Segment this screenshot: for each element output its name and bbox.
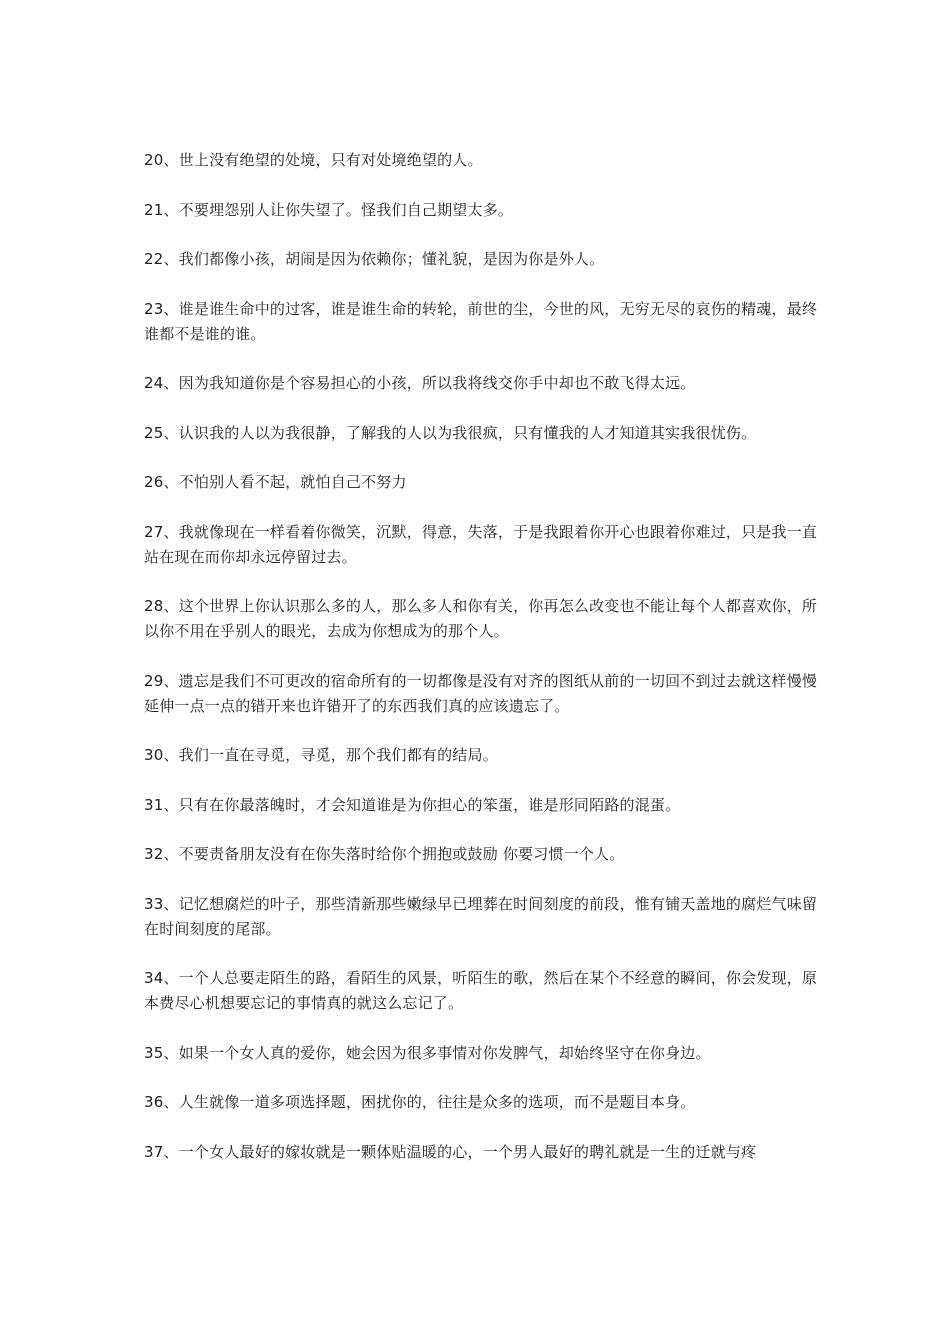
quote-item: 31、只有在你最落魄时，才会知道谁是为你担心的笨蛋，谁是形同陌路的混蛋。: [144, 795, 681, 814]
quote-item: 23、谁是谁生命中的过客，谁是谁生命的转轮，前世的尘，今世的风，无穷无尽的哀伤的精魂，最终谁都不是谁的谁。: [144, 299, 818, 343]
quote-item: 30、我们一直在寻觅，寻觅，那个我们都有的结局。: [144, 746, 498, 764]
quote-item: 24、因为我知道你是个容易担心的小孩，所以我将线交你手中却也不敢飞得太远。: [144, 374, 696, 392]
quote-item: 26、不怕别人看不起，就怕自己不努力: [144, 473, 407, 491]
quote-item: 21、不要埋怨别人让你失望了。怪我们自己期望太多。: [144, 200, 514, 219]
quote-item: 37、一个女人最好的嫁妆就是一颗体贴温暖的心，一个男人最好的聘礼就是一生的迁就与疼: [144, 1142, 757, 1161]
quote-item: 29、遗忘是我们不可更改的宿命所有的一切都像是没有对齐的图纸从前的一切回不到过去就这样慢慢延伸一点一点的错开来也许错开了的东西我们真的应该遗忘了。: [144, 671, 818, 715]
quote-item: 27、我就像现在一样看着你微笑，沉默，得意，失落，于是我跟着你开心也跟着你难过，只是我一直站在现在而你却永远停留过去。: [144, 522, 818, 566]
quote-list: [144, 148, 820, 1189]
quote-item: 35、如果一个女人真的爱你，她会因为很多事情对你发脾气，却始终坚守在你身边。: [144, 1043, 711, 1062]
quote-item: 34、一个人总要走陌生的路，看陌生的风景，听陌生的歌，然后在某个不经意的瞬间，你会发现，原本费尽心机想要忘记的事情真的就这么忘记了。: [144, 969, 818, 1012]
quote-item: 20、世上没有绝望的处境，只有对处境绝望的人。: [144, 151, 483, 169]
quote-item: 25、认识我的人以为我很静，了解我的人以为我很疯，只有懂我的人才知道其实我很忧伤。: [144, 423, 757, 442]
quote-item: 32、不要责备朋友没有在你失落时给你个拥抱或鼓励 你要习惯一个人。: [144, 845, 625, 863]
quote-item: 33、记忆想腐烂的叶子，那些清新那些嫩绿早已埋葬在时间刻度的前段，惟有铺天盖地的腐烂气味留在时间刻度的尾部。: [144, 894, 818, 938]
quote-item: 22、我们都像小孩，胡闹是因为依赖你；懂礼貌，是因为你是外人。: [144, 250, 605, 268]
quote-item: 36、人生就像一道多项选择题，困扰你的，往往是众多的选项，而不是题目本身。: [144, 1093, 696, 1111]
quote-item: 28、这个世界上你认识那么多的人，那么多人和你有关，你再怎么改变也不能让每个人都喜欢你，所以你不用在乎别人的眼光，去成为你想成为的那个人。: [144, 597, 818, 640]
